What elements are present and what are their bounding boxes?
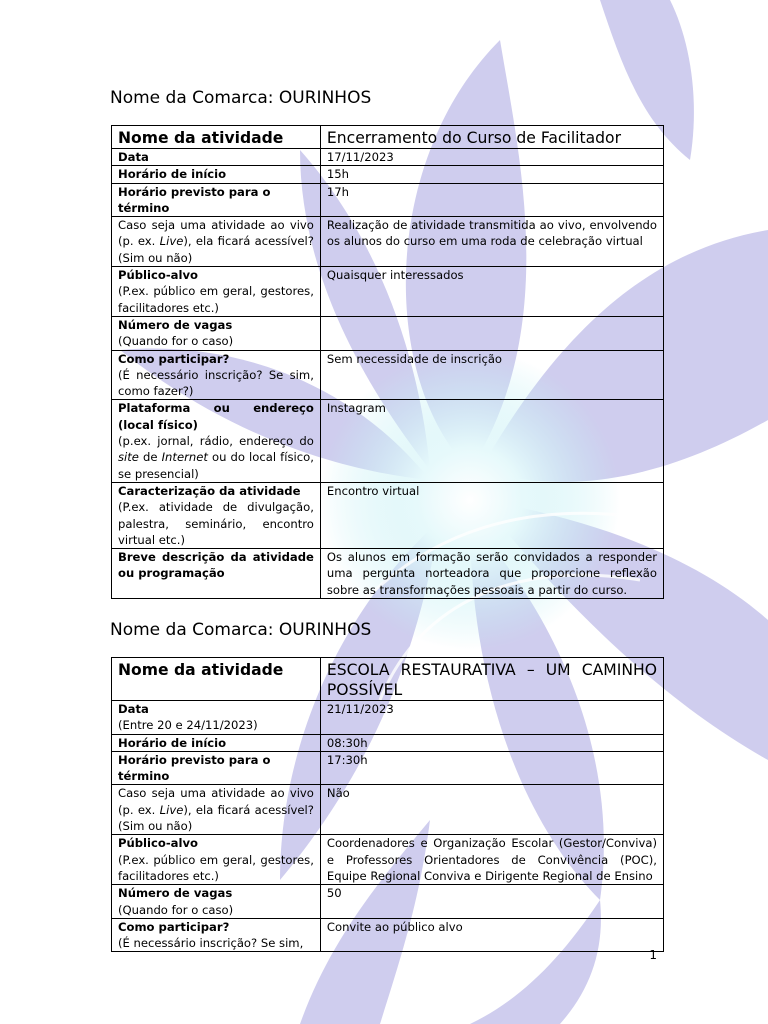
end-time-value: 17:30h [320, 751, 663, 785]
comarca-title [110, 620, 371, 640]
activity-table [111, 125, 664, 599]
seats-label: Número de vagas [118, 317, 233, 332]
comarca-title [110, 88, 371, 108]
live-value: Não [320, 785, 663, 835]
how-value: Sem necessidade de inscrição [320, 350, 663, 400]
live-label: Caso seja uma atividade ao vivo (p. ex. Live), ela ficará acessível? (Sim ou não) [112, 217, 321, 267]
page-number: 1 [649, 948, 657, 962]
description-label: Breve descrição da atividade ou programação [118, 550, 314, 581]
activity-name-label: Nome da atividade [112, 658, 321, 701]
audience-value: Quaisquer interessados [320, 267, 663, 317]
table-row [112, 149, 664, 166]
table-row [112, 785, 664, 835]
date-label: Data [118, 702, 149, 716]
comarca-name: OURINHOS [278, 88, 372, 108]
seats-value: 50 [320, 885, 663, 919]
how-value: Convite ao público alvo [320, 918, 663, 952]
activity-name-label: Nome da atividade [112, 126, 321, 149]
table-row [112, 701, 664, 735]
platform-hint: (p.ex. jornal, rádio, endereço do site de Internet ou do local físico, se presencial) [118, 434, 314, 481]
how-label: Como participar? [118, 351, 230, 366]
seats-hint: (Quando for o caso) [118, 902, 234, 917]
audience-hint: (P.ex. público em geral, gestores, facilitadores etc.) [118, 852, 314, 883]
start-time-label: Horário de início [118, 167, 227, 182]
table-row [112, 549, 664, 599]
platform-label: Plataforma ou endereço (local físico) [118, 401, 314, 432]
table-row [112, 316, 664, 350]
audience-label: Público-alvo [118, 268, 198, 283]
start-time-value: 15h [320, 166, 663, 183]
end-time-label: Horário previsto para o término [118, 752, 271, 784]
table-row [112, 126, 664, 149]
audience-value: Coordenadores e Organização Escolar (Gestor/Conviva) e Professores Orientadores de Convivência (POC), Equipe Regional Conviva e Dirigente Regional de Ensino [320, 835, 663, 885]
description-value: Os alunos em formação serão convidados a responder uma pergunta norteadora que proporcione reflexão sobre as transformações pessoais a partir do curso. [320, 549, 663, 599]
table-row [112, 658, 664, 701]
table-row [112, 751, 664, 785]
how-hint: (É necessário inscrição? Se sim, como fazer?) [118, 367, 314, 399]
date-label: Data [118, 150, 149, 164]
audience-hint: (P.ex. público em geral, gestores, facilitadores etc.) [118, 284, 314, 315]
activity-name-value: Encerramento do Curso de Facilitador [320, 126, 663, 149]
date-value: 21/11/2023 [320, 701, 663, 735]
characterization-hint: (P.ex. atividade de divulgação, palestra, seminário, encontro virtual etc.) [118, 500, 314, 547]
seats-value [320, 316, 663, 350]
how-hint: (É necessário inscrição? Se sim, [118, 936, 304, 951]
end-time-label: Horário previsto para o término [118, 184, 271, 215]
table-row [112, 918, 664, 952]
characterization-label: Caracterização da atividade [118, 483, 301, 498]
seats-label: Número de vagas [118, 886, 233, 901]
date-value: 17/11/2023 [320, 149, 663, 166]
activity-name-value: ESCOLA RESTAURATIVA – UM CAMINHO POSSÍVEL [320, 658, 663, 701]
start-time-label: Horário de início [118, 735, 227, 750]
audience-label: Público-alvo [118, 836, 198, 851]
characterization-value: Encontro virtual [320, 482, 663, 548]
table-row [112, 482, 664, 548]
table-row [112, 734, 664, 751]
table-row [112, 885, 664, 919]
table-row [112, 183, 664, 217]
table-row [112, 217, 664, 267]
table-row [112, 400, 664, 482]
comarca-label: Nome da Comarca: [110, 620, 274, 640]
table-row [112, 166, 664, 183]
live-value: Realização de atividade transmitida ao vivo, envolvendo os alunos do curso em uma roda de celebração virtual [320, 217, 663, 267]
how-label: Como participar? [118, 919, 230, 934]
table-row [112, 350, 664, 400]
table-row [112, 835, 664, 885]
start-time-value: 08:30h [320, 734, 663, 751]
platform-value: Instagram [320, 400, 663, 482]
date-hint: (Entre 20 e 24/11/2023) [118, 718, 258, 733]
comarca-label: Nome da Comarca: [110, 88, 274, 108]
comarca-name: OURINHOS [278, 620, 372, 640]
table-row [112, 267, 664, 317]
end-time-value: 17h [320, 183, 663, 217]
activity-table [111, 657, 664, 952]
live-label: Caso seja uma atividade ao vivo (p. ex. Live), ela ficará acessível? (Sim ou não) [112, 785, 321, 835]
seats-hint: (Quando for o caso) [118, 334, 234, 349]
